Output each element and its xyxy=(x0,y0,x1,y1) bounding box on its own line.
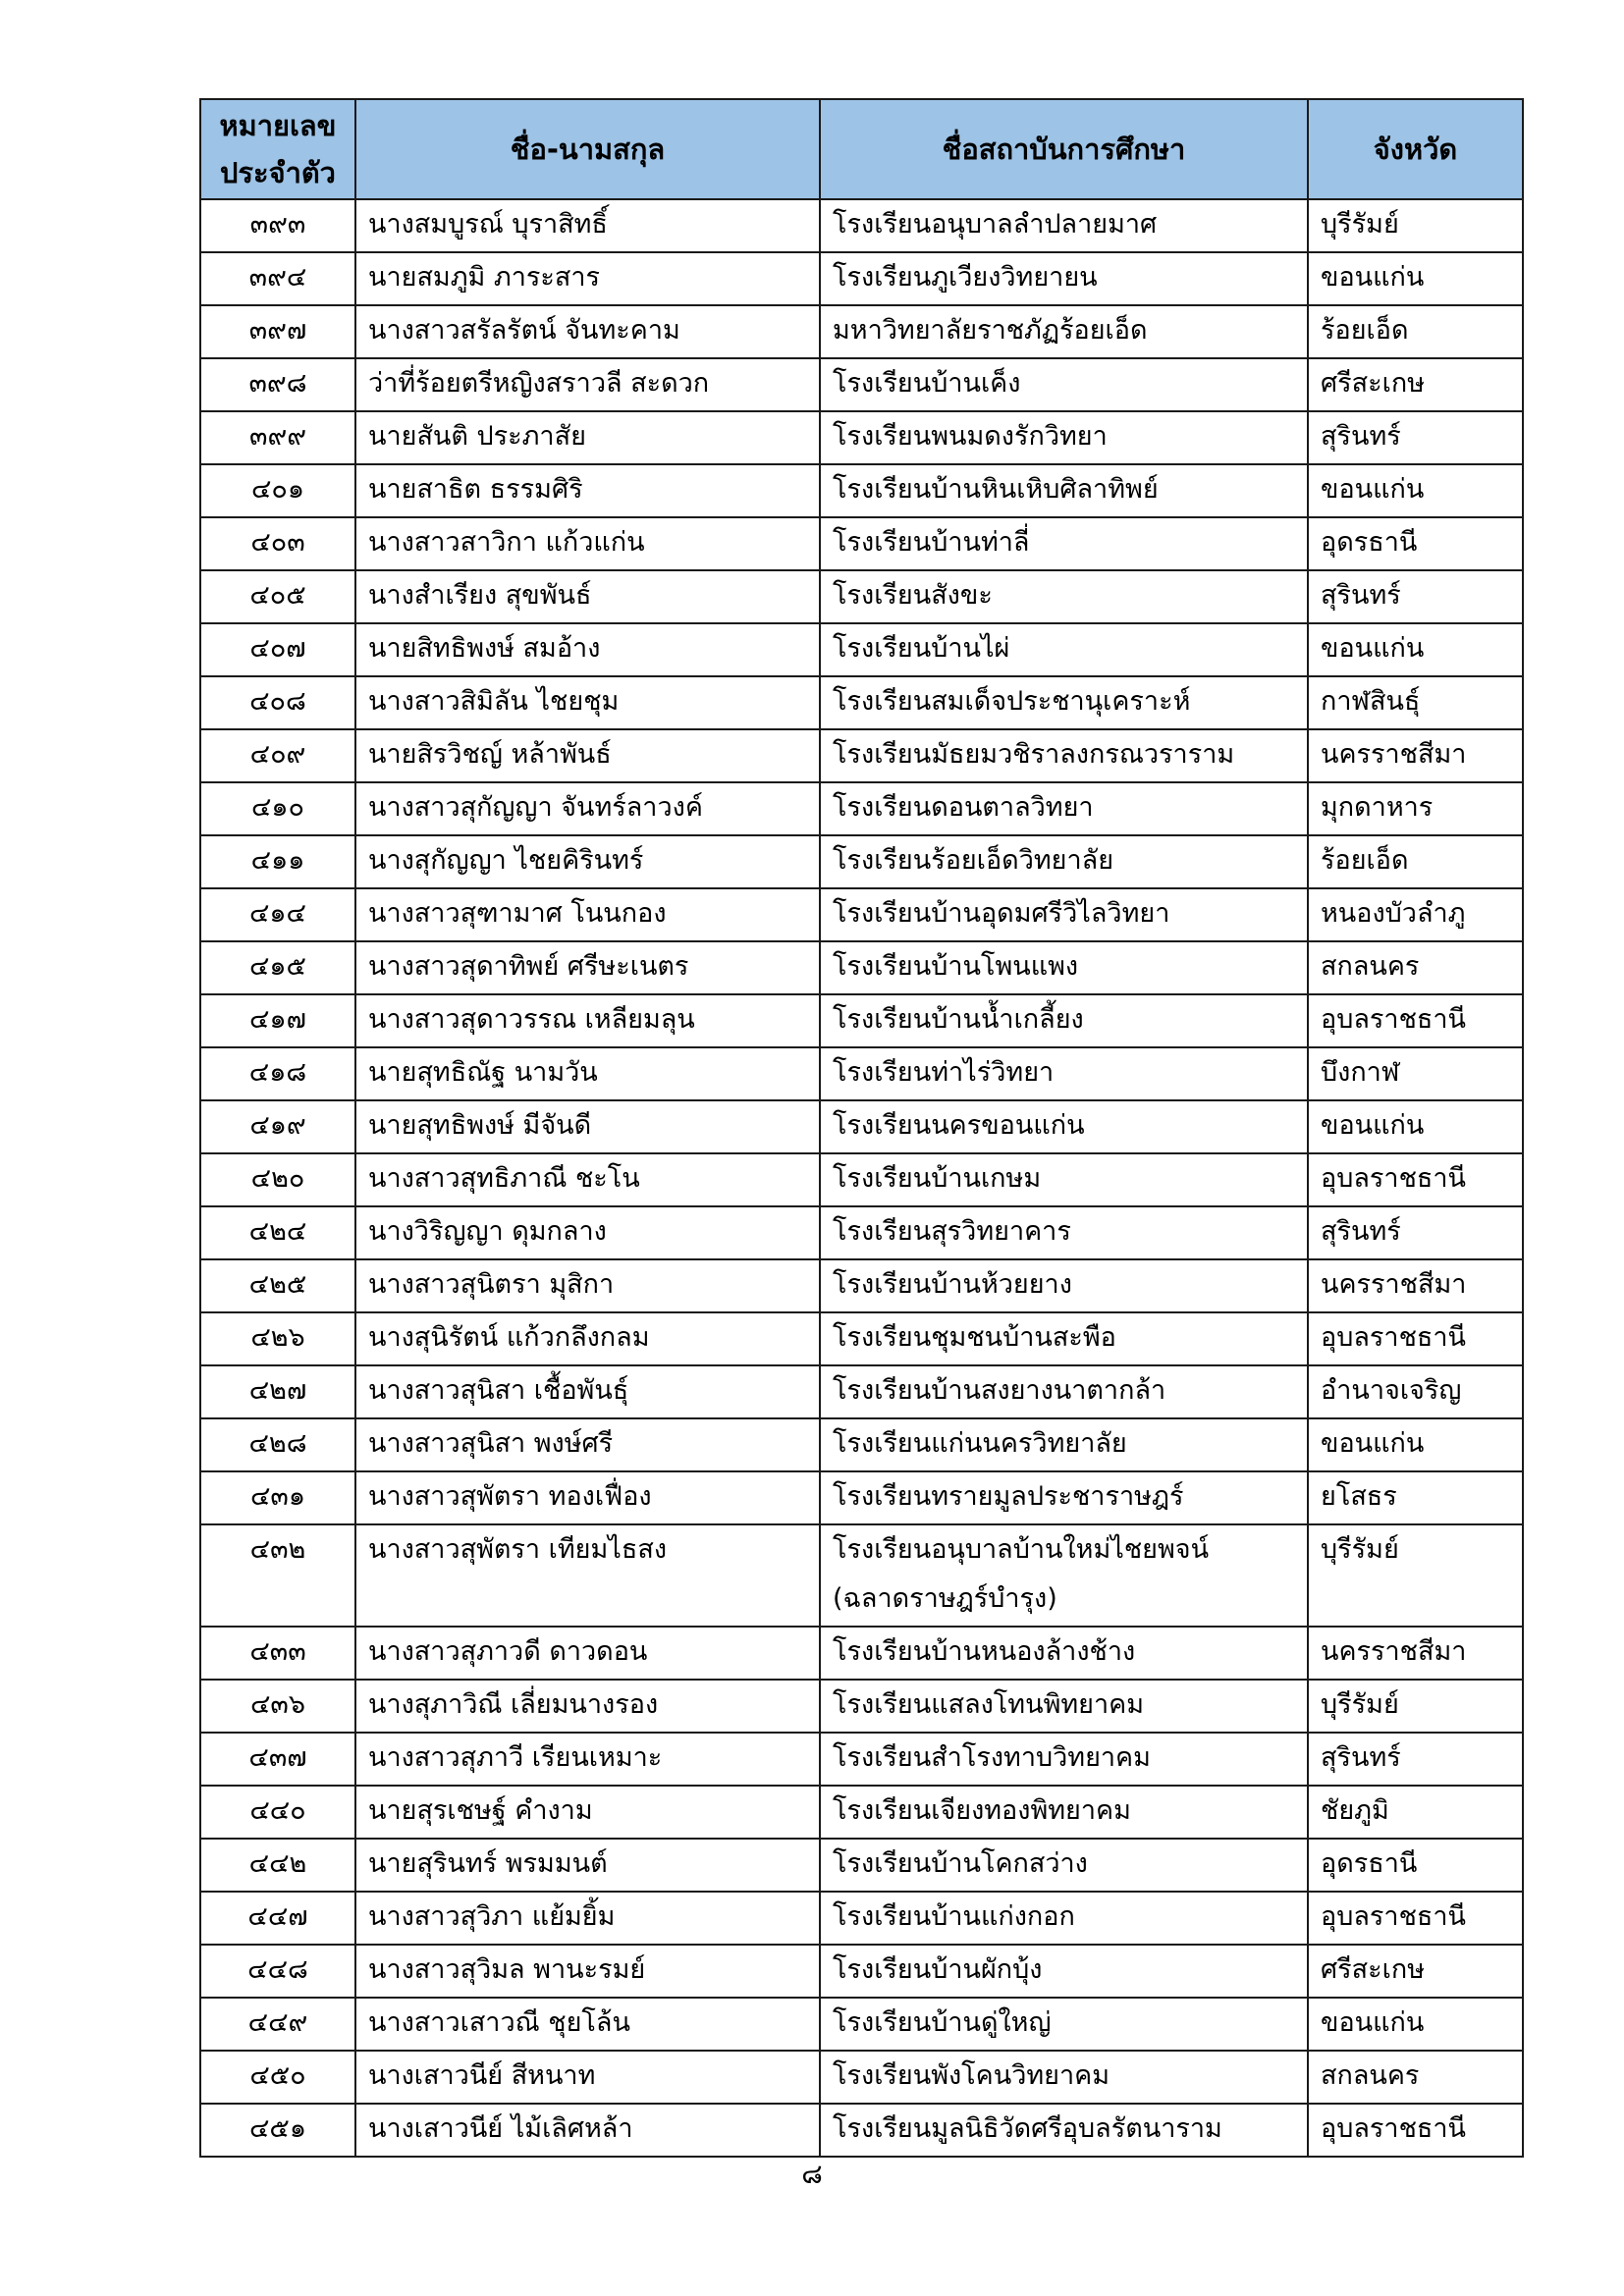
header-id-line1: หมายเลข xyxy=(219,109,337,142)
cell-name: นางสาวสุนิสา เชื้อพันธุ์ xyxy=(355,1365,820,1418)
participants-table xyxy=(199,98,1524,2158)
cell-school-line1: โรงเรียนภูเวียงวิทยายน xyxy=(833,262,1098,293)
cell-name: นางสาวสุกัญญา จันทร์ลาวงค์ xyxy=(355,782,820,835)
cell-name: นางสาวสิมิลัน ไชยชุม xyxy=(355,676,820,729)
cell-name: นางสุกัญญา ไชยคิรินทร์ xyxy=(355,835,820,888)
cell-id: ๔๑๑ xyxy=(200,835,355,888)
cell-province: บุรีรัมย์ xyxy=(1308,1524,1523,1627)
cell-province: สุรินทร์ xyxy=(1308,1733,1523,1786)
cell-id: ๔๕๑ xyxy=(200,2104,355,2157)
cell-name: นางสมบูรณ์ บุราสิทธิ์ xyxy=(355,199,820,252)
table-body xyxy=(200,199,1523,2157)
cell-id: ๓๙๙ xyxy=(200,411,355,464)
cell-province: ยโสธร xyxy=(1308,1471,1523,1524)
cell-province: อุบลราชธานี xyxy=(1308,1892,1523,1945)
cell-id: ๔๑๐ xyxy=(200,782,355,835)
cell-school-line1: โรงเรียนสังขะ xyxy=(833,580,993,611)
table-row xyxy=(200,1206,1523,1259)
cell-school-line1: โรงเรียนบ้านห้วยยาง xyxy=(833,1269,1072,1300)
cell-name: นางสาวสุวิมล พานะรมย์ xyxy=(355,1945,820,1998)
cell-school xyxy=(820,1047,1308,1100)
cell-school-line1: โรงเรียนมูลนิธิวัดศรีอุบลรัตนาราม xyxy=(833,2113,1222,2144)
cell-school xyxy=(820,2104,1308,2157)
cell-school xyxy=(820,358,1308,411)
cell-school xyxy=(820,570,1308,623)
cell-name: นางสาวเสาวณี ชุยโล้น xyxy=(355,1998,820,2051)
cell-name: นางสาวสุทธิภาณี ชะโน xyxy=(355,1153,820,1206)
cell-school-line1: โรงเรียนบ้านผักบุ้ง xyxy=(833,1954,1043,1985)
cell-id: ๔๐๗ xyxy=(200,623,355,676)
cell-name: นางเสาวนีย์ ไม้เลิศหล้า xyxy=(355,2104,820,2157)
cell-school-line1: โรงเรียนพนมดงรักวิทยา xyxy=(833,421,1108,452)
cell-name: นายสาธิต ธรรมศิริ xyxy=(355,464,820,517)
cell-province: สุรินทร์ xyxy=(1308,411,1523,464)
table-row xyxy=(200,1312,1523,1365)
cell-province: อุดรธานี xyxy=(1308,517,1523,570)
cell-id: ๔๔๙ xyxy=(200,1998,355,2051)
cell-school xyxy=(820,1471,1308,1524)
cell-id: ๔๑๘ xyxy=(200,1047,355,1100)
table-header-row xyxy=(200,99,1523,199)
cell-name: นายสิรวิชญ์ หล้าพันธ์ xyxy=(355,729,820,782)
cell-school xyxy=(820,1365,1308,1418)
cell-school xyxy=(820,464,1308,517)
cell-province: กาฬสินธุ์ xyxy=(1308,676,1523,729)
cell-province: ชัยภูมิ xyxy=(1308,1786,1523,1839)
cell-school xyxy=(820,1418,1308,1471)
cell-province: มุกดาหาร xyxy=(1308,782,1523,835)
cell-school xyxy=(820,199,1308,252)
cell-id: ๓๙๗ xyxy=(200,305,355,358)
cell-id: ๔๐๓ xyxy=(200,517,355,570)
table-row xyxy=(200,305,1523,358)
cell-province: หนองบัวลำภู xyxy=(1308,888,1523,941)
cell-name: นางสาวสุพัตรา เทียมไธสง xyxy=(355,1524,820,1627)
cell-id: ๔๑๕ xyxy=(200,941,355,994)
cell-school-line1: โรงเรียนบ้านโพนแพง xyxy=(833,951,1079,982)
cell-id: ๔๐๑ xyxy=(200,464,355,517)
cell-school-line1: โรงเรียนบ้านโคกสว่าง xyxy=(833,1848,1088,1879)
cell-id: ๔๔๗ xyxy=(200,1892,355,1945)
cell-id: ๔๐๕ xyxy=(200,570,355,623)
cell-id: ๔๓๗ xyxy=(200,1733,355,1786)
cell-school xyxy=(820,1259,1308,1312)
cell-school xyxy=(820,1153,1308,1206)
cell-school-line2: (ฉลาดราษฎร์บำรุง) xyxy=(833,1583,1057,1614)
cell-school-line1: โรงเรียนนครขอนแก่น xyxy=(833,1110,1085,1141)
table-row xyxy=(200,1153,1523,1206)
table-row xyxy=(200,1998,1523,2051)
table-row xyxy=(200,782,1523,835)
cell-id: ๔๒๔ xyxy=(200,1206,355,1259)
cell-id: ๔๐๙ xyxy=(200,729,355,782)
cell-school-line1: โรงเรียนสำโรงทาบวิทยาคม xyxy=(833,1742,1151,1773)
cell-province: ขอนแก่น xyxy=(1308,1998,1523,2051)
table-row xyxy=(200,1418,1523,1471)
cell-name: นางสาวสุวิภา แย้มยิ้ม xyxy=(355,1892,820,1945)
cell-school xyxy=(820,888,1308,941)
cell-name: นางสาวสุพัตรา ทองเฟื่อง xyxy=(355,1471,820,1524)
header-id-line2: ประจำตัว xyxy=(220,156,336,189)
cell-id: ๔๔๐ xyxy=(200,1786,355,1839)
cell-school xyxy=(820,252,1308,305)
cell-id: ๔๒๕ xyxy=(200,1259,355,1312)
cell-name: นางสาวสุดาวรรณ เหลียมลุน xyxy=(355,994,820,1047)
cell-school-line1: โรงเรียนแก่นนครวิทยาลัย xyxy=(833,1428,1127,1459)
table-row xyxy=(200,358,1523,411)
cell-name: นางสาวสุนิสา พงษ์ศรี xyxy=(355,1418,820,1471)
cell-id: ๔๓๖ xyxy=(200,1680,355,1733)
cell-school xyxy=(820,1524,1308,1627)
cell-id: ๓๙๘ xyxy=(200,358,355,411)
cell-school xyxy=(820,1892,1308,1945)
cell-school xyxy=(820,305,1308,358)
cell-school xyxy=(820,676,1308,729)
cell-province: ขอนแก่น xyxy=(1308,1418,1523,1471)
cell-id: ๔๕๐ xyxy=(200,2051,355,2104)
cell-id: ๔๔๘ xyxy=(200,1945,355,1998)
cell-school-line1: มหาวิทยาลัยราชภัฏร้อยเอ็ด xyxy=(833,315,1148,346)
cell-province: อุดรธานี xyxy=(1308,1839,1523,1892)
cell-school xyxy=(820,1100,1308,1153)
table-row xyxy=(200,1839,1523,1892)
cell-name: นางสาวสุภาวดี ดาวดอน xyxy=(355,1627,820,1680)
cell-school xyxy=(820,1945,1308,1998)
cell-name: นางสาวสรัลรัตน์ จันทะคาม xyxy=(355,305,820,358)
cell-school-line1: โรงเรียนทรายมูลประชาราษฎร์ xyxy=(833,1481,1184,1512)
cell-id: ๓๙๔ xyxy=(200,252,355,305)
table-row xyxy=(200,729,1523,782)
table-row xyxy=(200,517,1523,570)
cell-id: ๔๓๒ xyxy=(200,1524,355,1627)
cell-name: นางวิริญญา ดุมกลาง xyxy=(355,1206,820,1259)
cell-school xyxy=(820,782,1308,835)
cell-province: สกลนคร xyxy=(1308,2051,1523,2104)
table-row xyxy=(200,1892,1523,1945)
cell-school xyxy=(820,517,1308,570)
cell-name: นางสาวสุดาทิพย์ ศรีษะเนตร xyxy=(355,941,820,994)
cell-school-line1: โรงเรียนชุมชนบ้านสะพือ xyxy=(833,1322,1116,1353)
cell-province: ร้อยเอ็ด xyxy=(1308,305,1523,358)
cell-school xyxy=(820,994,1308,1047)
cell-school-line1: โรงเรียนดอนตาลวิทยา xyxy=(833,792,1094,823)
table-row xyxy=(200,994,1523,1047)
cell-province: ขอนแก่น xyxy=(1308,464,1523,517)
cell-name: นายสิทธิพงษ์ สมอ้าง xyxy=(355,623,820,676)
cell-id: ๔๑๙ xyxy=(200,1100,355,1153)
cell-school-line1: โรงเรียนบ้านเค็ง xyxy=(833,368,1021,399)
cell-name: นางเสาวนีย์ สีหนาท xyxy=(355,2051,820,2104)
cell-id: ๔๑๗ xyxy=(200,994,355,1047)
cell-name: นางสำเรียง สุขพันธ์ xyxy=(355,570,820,623)
cell-name: นายสุทธิพงษ์ มีจันดี xyxy=(355,1100,820,1153)
cell-school-line1: โรงเรียนแสลงโทนพิทยาคม xyxy=(833,1689,1144,1720)
cell-school-line1: โรงเรียนบ้านสงยางนาตากล้า xyxy=(833,1375,1166,1406)
table-row xyxy=(200,1786,1523,1839)
cell-school-line1: โรงเรียนบ้านดู่ใหญ่ xyxy=(833,2007,1052,2038)
cell-school-line1: โรงเรียนบ้านหนองล้างช้าง xyxy=(833,1636,1136,1667)
cell-school-line1: โรงเรียนมัธยมวชิราลงกรณวราราม xyxy=(833,739,1235,770)
cell-province: นครราชสีมา xyxy=(1308,1627,1523,1680)
cell-school-line1: โรงเรียนบ้านท่าลี่ xyxy=(833,527,1030,558)
cell-school xyxy=(820,1786,1308,1839)
cell-school xyxy=(820,1733,1308,1786)
table-row xyxy=(200,1259,1523,1312)
cell-name: นางสุนิรัตน์ แก้วกลึงกลม xyxy=(355,1312,820,1365)
cell-school xyxy=(820,1627,1308,1680)
cell-id: ๔๒๗ xyxy=(200,1365,355,1418)
cell-name: นางสาวสาวิกา แก้วแก่น xyxy=(355,517,820,570)
table-row xyxy=(200,623,1523,676)
cell-id: ๓๙๓ xyxy=(200,199,355,252)
table-row xyxy=(200,2104,1523,2157)
cell-name: นางสุภาวิณี เลี่ยมนางรอง xyxy=(355,1680,820,1733)
cell-province: อำนาจเจริญ xyxy=(1308,1365,1523,1418)
cell-school xyxy=(820,729,1308,782)
cell-school-line1: โรงเรียนบ้านไผ่ xyxy=(833,633,1010,664)
header-id xyxy=(200,99,355,199)
cell-name: นายสันติ ประภาสัย xyxy=(355,411,820,464)
cell-school-line1: โรงเรียนบ้านแก่งกอก xyxy=(833,1901,1075,1932)
cell-school xyxy=(820,1312,1308,1365)
cell-name: นายสุทธิณัฐ นามวัน xyxy=(355,1047,820,1100)
cell-province: บึงกาฬ xyxy=(1308,1047,1523,1100)
cell-school-line1: โรงเรียนอนุบาลลำปลายมาศ xyxy=(833,209,1158,240)
cell-school-line1: โรงเรียนบ้านหินเหิบศิลาทิพย์ xyxy=(833,474,1159,505)
cell-school xyxy=(820,2051,1308,2104)
cell-school xyxy=(820,623,1308,676)
table-row xyxy=(200,411,1523,464)
cell-id: ๔๓๑ xyxy=(200,1471,355,1524)
cell-province: สกลนคร xyxy=(1308,941,1523,994)
cell-id: ๔๑๔ xyxy=(200,888,355,941)
cell-id: ๔๓๓ xyxy=(200,1627,355,1680)
table-row xyxy=(200,1047,1523,1100)
cell-province: บุรีรัมย์ xyxy=(1308,1680,1523,1733)
table-row xyxy=(200,888,1523,941)
table-row xyxy=(200,464,1523,517)
cell-province: อุบลราชธานี xyxy=(1308,1153,1523,1206)
cell-name: นางสาวสุฑามาศ โนนกอง xyxy=(355,888,820,941)
header-school: ชื่อสถาบันการศึกษา xyxy=(820,99,1308,199)
cell-id: ๔๐๘ xyxy=(200,676,355,729)
cell-school xyxy=(820,1206,1308,1259)
cell-province: นครราชสีมา xyxy=(1308,729,1523,782)
cell-province: อุบลราชธานี xyxy=(1308,1312,1523,1365)
cell-school-line1: โรงเรียนอนุบาลบ้านใหม่ไชยพจน์ xyxy=(833,1534,1210,1565)
cell-school-line1: โรงเรียนบ้านน้ำเกลี้ยง xyxy=(833,1004,1084,1035)
table-row xyxy=(200,1945,1523,1998)
table-row xyxy=(200,1365,1523,1418)
cell-school-line1: โรงเรียนบ้านอุดมศรีวิไลวิทยา xyxy=(833,898,1170,929)
cell-id: ๔๒๘ xyxy=(200,1418,355,1471)
table-row xyxy=(200,676,1523,729)
cell-school xyxy=(820,941,1308,994)
table-row xyxy=(200,941,1523,994)
cell-province: ศรีสะเกษ xyxy=(1308,358,1523,411)
cell-school-line1: โรงเรียนสมเด็จประชานุเคราะห์ xyxy=(833,686,1191,717)
cell-name: ว่าที่ร้อยตรีหญิงสราวลี สะดวก xyxy=(355,358,820,411)
page-number: ๘ xyxy=(801,2158,823,2190)
cell-school-line1: โรงเรียนเจียงทองพิทยาคม xyxy=(833,1795,1131,1826)
cell-name: นายสุรินทร์ พรมมนต์ xyxy=(355,1839,820,1892)
cell-province: ร้อยเอ็ด xyxy=(1308,835,1523,888)
table-row xyxy=(200,252,1523,305)
cell-id: ๔๒๖ xyxy=(200,1312,355,1365)
cell-province: อุบลราชธานี xyxy=(1308,994,1523,1047)
cell-id: ๔๒๐ xyxy=(200,1153,355,1206)
cell-school xyxy=(820,1839,1308,1892)
table-row xyxy=(200,1627,1523,1680)
cell-school xyxy=(820,1998,1308,2051)
table-row xyxy=(200,2051,1523,2104)
cell-school-line1: โรงเรียนท่าไร่วิทยา xyxy=(833,1057,1055,1088)
header-name: ชื่อ-นามสกุล xyxy=(355,99,820,199)
header-province: จังหวัด xyxy=(1308,99,1523,199)
cell-school-line1: โรงเรียนสุรวิทยาคาร xyxy=(833,1216,1071,1247)
cell-province: บุรีรัมย์ xyxy=(1308,199,1523,252)
cell-province: ขอนแก่น xyxy=(1308,623,1523,676)
cell-id: ๔๔๒ xyxy=(200,1839,355,1892)
cell-name: นายสุรเชษฐ์ คำงาม xyxy=(355,1786,820,1839)
table-row xyxy=(200,1100,1523,1153)
cell-province: ขอนแก่น xyxy=(1308,1100,1523,1153)
table-row xyxy=(200,835,1523,888)
table-row xyxy=(200,1680,1523,1733)
cell-school xyxy=(820,835,1308,888)
cell-school-line1: โรงเรียนพังโคนวิทยาคม xyxy=(833,2060,1110,2091)
cell-name: นางสาวสุภาวี เรียนเหมาะ xyxy=(355,1733,820,1786)
cell-province: ศรีสะเกษ xyxy=(1308,1945,1523,1998)
table-row xyxy=(200,1524,1523,1627)
cell-province: สุรินทร์ xyxy=(1308,570,1523,623)
table-row xyxy=(200,570,1523,623)
cell-name: นายสมภูมิ ภาระสาร xyxy=(355,252,820,305)
cell-province: ขอนแก่น xyxy=(1308,252,1523,305)
cell-province: นครราชสีมา xyxy=(1308,1259,1523,1312)
cell-school-line1: โรงเรียนบ้านเกษม xyxy=(833,1163,1042,1194)
cell-province: อุบลราชธานี xyxy=(1308,2104,1523,2157)
table-row xyxy=(200,199,1523,252)
cell-name: นางสาวสุนิตรา มุสิกา xyxy=(355,1259,820,1312)
table-row xyxy=(200,1733,1523,1786)
cell-province: สุรินทร์ xyxy=(1308,1206,1523,1259)
table-row xyxy=(200,1471,1523,1524)
cell-school xyxy=(820,1680,1308,1733)
cell-school xyxy=(820,411,1308,464)
cell-school-line1: โรงเรียนร้อยเอ็ดวิทยาลัย xyxy=(833,845,1114,876)
